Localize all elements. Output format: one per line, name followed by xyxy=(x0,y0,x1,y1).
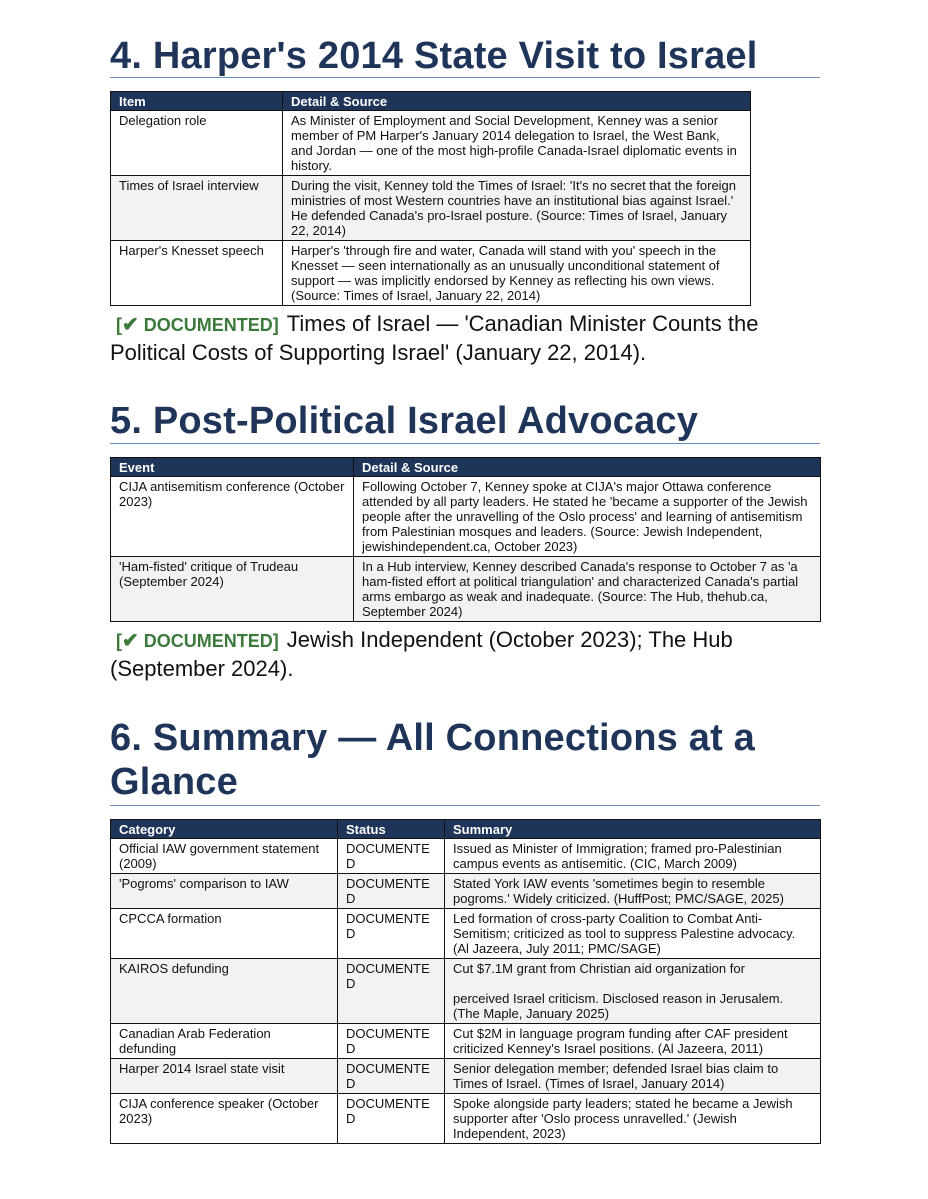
event-cell: CIJA antisemitism conference (October 2023) xyxy=(111,477,354,557)
section-5-table xyxy=(110,457,821,622)
category-cell: Canadian Arab Federation defunding xyxy=(111,1024,338,1059)
summary-cell: Senior delegation member; defended Israel bias claim to Times of Israel. (Times of Israel, January 2014) xyxy=(445,1059,821,1094)
category-cell: KAIROS defunding xyxy=(111,959,338,1024)
item-cell: Harper's Knesset speech xyxy=(111,241,283,306)
section-5-heading: 5. Post-Political Israel Advocacy xyxy=(110,400,699,442)
status-cell: DOCUMENTE D xyxy=(338,1024,445,1059)
table-row xyxy=(111,909,821,959)
category-cell: 'Pogroms' comparison to IAW xyxy=(111,874,338,909)
summary-table xyxy=(110,819,821,1144)
detail-cell: Following October 7, Kenney spoke at CIJA's major Ottawa conference attended by all party leaders. He stated he 'became a supporter of the Jewish people after the unravelling of the Oslo process' and learning of antisemitism from Palestinian mosques and leaders. (Source: Jewish Independent, jewishindependent.ca, October 2023) xyxy=(354,477,821,557)
summary-cell: Spoke alongside party leaders; stated he became a Jewish supporter after 'Oslo process unravelled.' (Jewish Independent, 2023) xyxy=(445,1094,821,1144)
column-header: Detail & Source xyxy=(283,92,751,111)
check-mark-icon: ✔ xyxy=(122,630,139,652)
section-4-source-note xyxy=(110,310,830,367)
column-header: Status xyxy=(338,820,445,839)
table-header-row xyxy=(111,820,821,839)
documented-badge: [✔ DOCUMENTED] xyxy=(116,631,279,651)
section-5-rule xyxy=(110,443,820,444)
status-cell: DOCUMENTE D xyxy=(338,959,445,1024)
table-row xyxy=(111,111,751,176)
table-row xyxy=(111,477,821,557)
documented-badge: [✔ DOCUMENTED] xyxy=(116,315,279,335)
table-row xyxy=(111,557,821,622)
item-cell: Times of Israel interview xyxy=(111,176,283,241)
table-header-row xyxy=(111,458,821,477)
detail-cell: In a Hub interview, Kenney described Canada's response to October 7 as 'a ham-fisted effort at political triangulation' and characterized Canada's partial arms embargo as weak and inadequate. (Source: The Hub, thehub.ca, September 2024) xyxy=(354,557,821,622)
status-cell: DOCUMENTE D xyxy=(338,1059,445,1094)
table-row xyxy=(111,959,821,1024)
table-row xyxy=(111,241,751,306)
note-text: Times of Israel — 'Canadian Minister Counts the Political Costs of Supporting Israel' (January 22, 2014). xyxy=(110,311,759,365)
summary-cell: Issued as Minister of Immigration; framed pro-Palestinian campus events as antisemitic. (CIC, March 2009) xyxy=(445,839,821,874)
table-row xyxy=(111,839,821,874)
table-header-row xyxy=(111,92,751,111)
item-cell: Delegation role xyxy=(111,111,283,176)
summary-cell: Cut $2M in language program funding after CAF president criticized Kenney's Israel positions. (Al Jazeera, 2011) xyxy=(445,1024,821,1059)
table-row xyxy=(111,1059,821,1094)
column-header: Detail & Source xyxy=(354,458,821,477)
column-header: Category xyxy=(111,820,338,839)
section-4-rule xyxy=(110,77,820,78)
section-5-source-note xyxy=(110,626,830,683)
table-row xyxy=(111,874,821,909)
column-header: Summary xyxy=(445,820,821,839)
column-header: Item xyxy=(111,92,283,111)
check-mark-icon: ✔ xyxy=(122,314,139,336)
section-4-table xyxy=(110,91,751,306)
summary-cell: Stated York IAW events 'sometimes begin to resemble pogroms.' Widely criticized. (HuffPost; PMC/SAGE, 2025) xyxy=(445,874,821,909)
detail-cell: Harper's 'through fire and water, Canada will stand with you' speech in the Knesset — seen internationally as an unusually unconditional statement of support — was implicitly endorsed by Kenney as reflecting his own views. (Source: Times of Israel, January 22, 2014) xyxy=(283,241,751,306)
event-cell: 'Ham-fisted' critique of Trudeau (September 2024) xyxy=(111,557,354,622)
detail-cell: As Minister of Employment and Social Development, Kenney was a senior member of PM Harper's January 2014 delegation to Israel, the West Bank, and Jordan — one of the most high-profile Canada-Israel diplomatic events in history. xyxy=(283,111,751,176)
section-6-rule xyxy=(110,805,820,806)
section-4-heading: 4. Harper's 2014 State Visit to Israel xyxy=(110,35,758,77)
summary-cell: Cut $7.1M grant from Christian aid organization for perceived Israel criticism. Disclosed reason in Jerusalem. (The Maple, January 2025) xyxy=(445,959,821,1024)
category-cell: CIJA conference speaker (October 2023) xyxy=(111,1094,338,1144)
status-cell: DOCUMENTE D xyxy=(338,1094,445,1144)
section-6-heading: 6. Summary — All Connections at a Glance xyxy=(110,717,756,803)
detail-cell: During the visit, Kenney told the Times of Israel: 'It's no secret that the foreign ministries of most Western countries have an institutional bias against Israel.' He defended Canada's pro-Israel posture. (Source: Times of Israel, January 22, 2014) xyxy=(283,176,751,241)
status-cell: DOCUMENTE D xyxy=(338,909,445,959)
table-row xyxy=(111,1024,821,1059)
table-row xyxy=(111,1094,821,1144)
column-header: Event xyxy=(111,458,354,477)
status-cell: DOCUMENTE D xyxy=(338,839,445,874)
table-row xyxy=(111,176,751,241)
category-cell: Harper 2014 Israel state visit xyxy=(111,1059,338,1094)
note-text: Jewish Independent (October 2023); The Hub (September 2024). xyxy=(110,627,733,681)
summary-cell: Led formation of cross-party Coalition to Combat Anti-Semitism; criticized as tool to suppress Palestine advocacy. (Al Jazeera, July 2011; PMC/SAGE) xyxy=(445,909,821,959)
category-cell: CPCCA formation xyxy=(111,909,338,959)
status-cell: DOCUMENTE D xyxy=(338,874,445,909)
category-cell: Official IAW government statement (2009) xyxy=(111,839,338,874)
